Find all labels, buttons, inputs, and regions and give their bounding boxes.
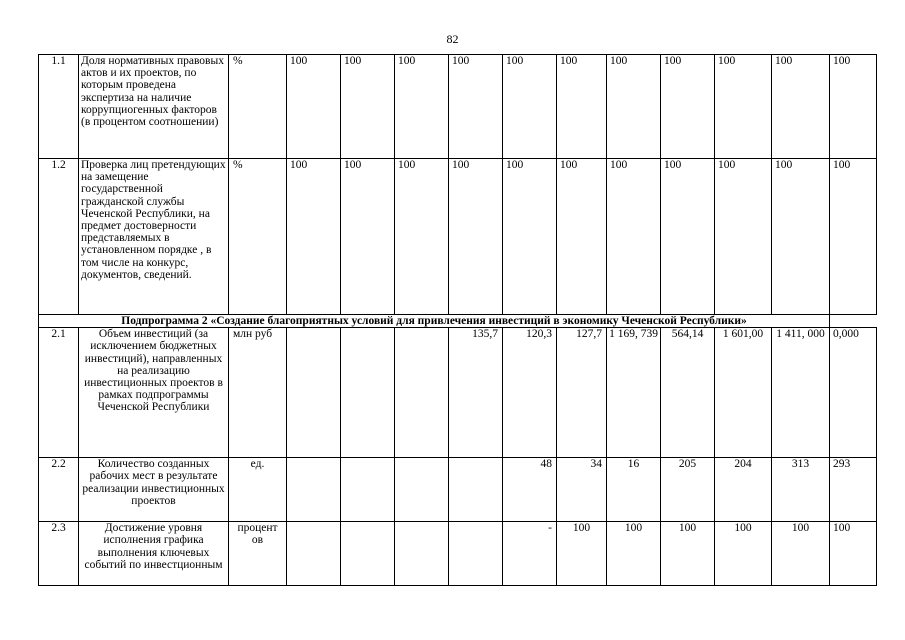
indicator-name: Проверка лиц претендующих на замещение государственной гражданской службы Чеченской Республики, на предмет достоверности представляемых в установленном порядке , в том числе на конкурс, документов, сведений.	[79, 159, 229, 315]
table-row	[39, 55, 877, 159]
value-cell: 100	[449, 55, 503, 159]
unit-cell: %	[229, 55, 287, 159]
subprogram-heading: Подпрограмма 2 «Создание благоприятных условий для привлечения инвестиций в экономику Чеченской Республики»	[39, 315, 830, 328]
value-cell: 100	[715, 522, 772, 586]
value-cell	[287, 522, 341, 586]
table-row	[39, 522, 877, 586]
value-cell: 100	[287, 55, 341, 159]
value-cell: 1 601,00	[715, 328, 772, 458]
unit-cell: млн руб	[229, 328, 287, 458]
subprogram-heading-row	[39, 315, 877, 328]
value-cell: 100	[341, 159, 395, 315]
unit-cell: %	[229, 159, 287, 315]
value-cell: 564,14	[661, 328, 715, 458]
value-cell: 100	[395, 55, 449, 159]
value-cell: 100	[715, 55, 772, 159]
value-cell	[287, 458, 341, 522]
value-cell: 100	[503, 55, 557, 159]
row-number: 2.1	[39, 328, 79, 458]
indicator-name: Достижение уровня исполнения графика выполнения ключевых событий по инвестционным	[79, 522, 229, 586]
value-cell	[395, 522, 449, 586]
table-row	[39, 458, 877, 522]
page-number: 82	[446, 32, 459, 46]
value-cell	[341, 522, 395, 586]
value-cell: 120,3	[503, 328, 557, 458]
value-cell: 100	[661, 55, 715, 159]
value-cell: 1 169, 739	[607, 328, 661, 458]
indicators-table	[38, 54, 877, 586]
indicator-name: Количество созданных рабочих мест в результате реализации инвестиционных проектов	[79, 458, 229, 522]
value-cell: 100	[772, 55, 830, 159]
value-cell: 100	[341, 55, 395, 159]
value-cell	[395, 458, 449, 522]
table-row	[39, 159, 877, 315]
value-cell: 100	[607, 522, 661, 586]
value-cell: 100	[830, 522, 877, 586]
indicator-name: Объем инвестиций (за исключением бюджетных инвестиций), направленных на реализацию инвестиционных проектов в рамках подпрограммы Чеченской Республики	[79, 328, 229, 458]
value-cell: -	[503, 522, 557, 586]
value-cell: 1 411, 000	[772, 328, 830, 458]
row-number: 2.3	[39, 522, 79, 586]
value-cell: 100	[503, 159, 557, 315]
value-cell: 100	[661, 522, 715, 586]
unit-cell: ед.	[229, 458, 287, 522]
value-cell: 204	[715, 458, 772, 522]
value-cell: 100	[607, 159, 661, 315]
value-cell: 100	[830, 159, 877, 315]
row-number: 1.1	[39, 55, 79, 159]
value-cell: 100	[661, 159, 715, 315]
value-cell: 100	[830, 55, 877, 159]
value-cell: 100	[287, 159, 341, 315]
value-cell: 293	[830, 458, 877, 522]
value-cell	[341, 458, 395, 522]
value-cell	[287, 328, 341, 458]
table-row	[39, 328, 877, 458]
value-cell: 127,7	[557, 328, 607, 458]
indicator-name: Доля нормативных правовых актов и их проектов, по которым проведена экспертиза на наличие коррупциогенных факторов (в процентом соотношении)	[79, 55, 229, 159]
value-cell: 16	[607, 458, 661, 522]
value-cell: 100	[557, 55, 607, 159]
row-number: 1.2	[39, 159, 79, 315]
row-number: 2.2	[39, 458, 79, 522]
value-cell: 100	[557, 522, 607, 586]
value-cell: 0,000	[830, 328, 877, 458]
value-cell: 34	[557, 458, 607, 522]
value-cell: 100	[395, 159, 449, 315]
value-cell: 100	[607, 55, 661, 159]
value-cell: 313	[772, 458, 830, 522]
unit-cell: процент ов	[229, 522, 287, 586]
value-cell: 100	[772, 522, 830, 586]
value-cell: 100	[715, 159, 772, 315]
value-cell	[341, 328, 395, 458]
value-cell	[449, 522, 503, 586]
value-cell: 100	[557, 159, 607, 315]
value-cell: 100	[772, 159, 830, 315]
value-cell: 205	[661, 458, 715, 522]
value-cell: 48	[503, 458, 557, 522]
value-cell: 135,7	[449, 328, 503, 458]
value-cell	[449, 458, 503, 522]
value-cell	[395, 328, 449, 458]
value-cell: 100	[449, 159, 503, 315]
